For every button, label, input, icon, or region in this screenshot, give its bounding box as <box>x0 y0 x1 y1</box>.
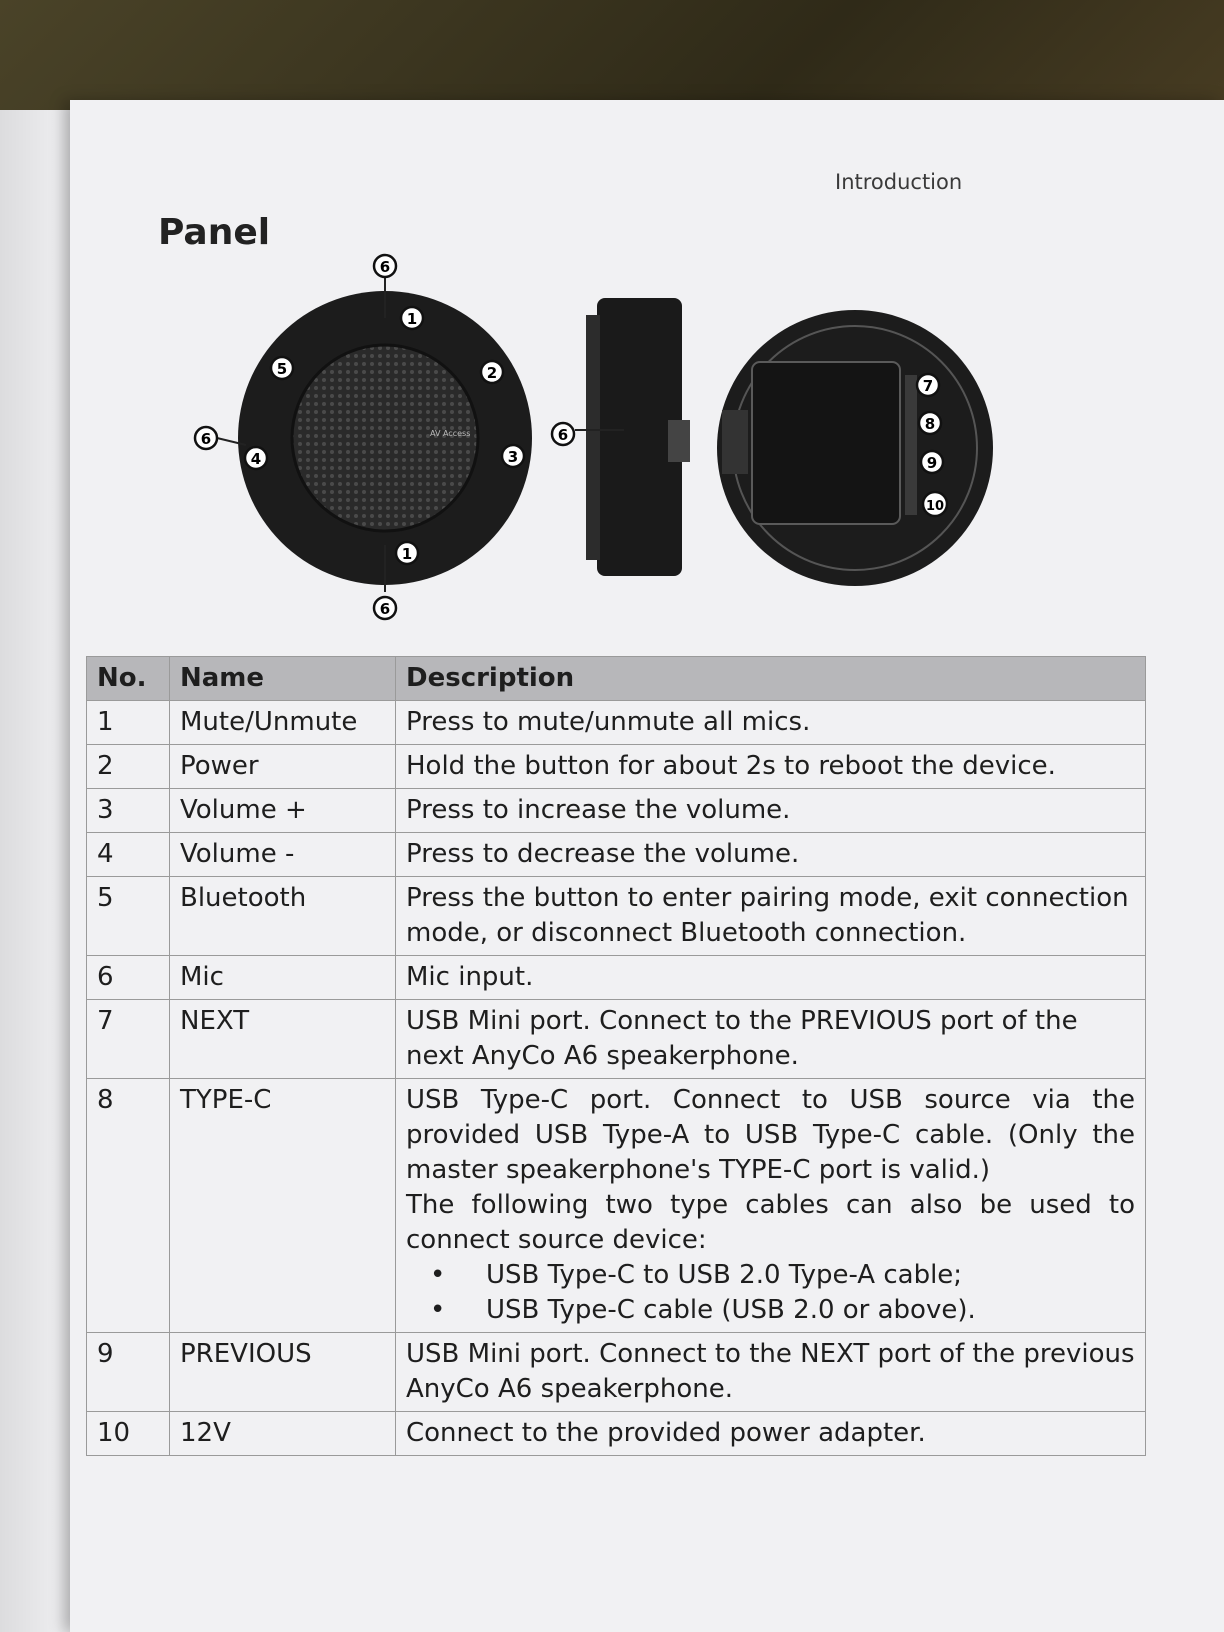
svg-text:6: 6 <box>379 258 391 276</box>
row-name: TYPE-C <box>170 1079 396 1333</box>
callout-10 <box>923 492 947 516</box>
table-row <box>87 1333 1146 1412</box>
callout-9 <box>921 451 943 473</box>
row-description: USB Mini port. Connect to the PREVIOUS port of the next AnyCo A6 speakerphone. <box>396 1000 1146 1079</box>
header-name: Name <box>170 657 396 701</box>
list-item: • USB Type-C to USB 2.0 Type-A cable; <box>430 1258 1135 1293</box>
panel-title: Panel <box>158 212 271 253</box>
svg-text:1: 1 <box>401 545 413 563</box>
row-description: USB Mini port. Connect to the NEXT port of the previous AnyCo A6 speakerphone. <box>396 1333 1146 1412</box>
callout-7 <box>917 374 939 396</box>
header-description: Description <box>396 657 1146 701</box>
row-no: 7 <box>87 1000 170 1079</box>
row-description: Hold the button for about 2s to reboot the device. <box>396 745 1146 789</box>
table-row <box>87 956 1146 1000</box>
table-row <box>87 877 1146 956</box>
row-name: PREVIOUS <box>170 1333 396 1412</box>
callout-3 <box>502 445 524 467</box>
callout-8 <box>919 412 941 434</box>
table-row <box>87 745 1146 789</box>
svg-text:6: 6 <box>379 600 391 618</box>
typec-description-note: The following two type cables can also be used to connect source device: <box>406 1190 1135 1255</box>
svg-text:7: 7 <box>922 377 934 395</box>
row-name: Mute/Unmute <box>170 701 396 745</box>
callout-6-side <box>552 423 574 445</box>
row-name: 12V <box>170 1412 396 1456</box>
table-row <box>87 833 1146 877</box>
table-row <box>87 789 1146 833</box>
section-header: Introduction <box>835 170 963 194</box>
header-no: No. <box>87 657 170 701</box>
table-row <box>87 701 1146 745</box>
speaker-bottom-view <box>717 310 993 586</box>
callout-1-bottom <box>396 542 418 564</box>
row-description: Mic input. <box>396 956 1146 1000</box>
list-item: • USB Type-C cable (USB 2.0 or above). <box>430 1293 1135 1328</box>
row-no: 5 <box>87 877 170 956</box>
typec-cable-list <box>406 1258 1135 1328</box>
panel-spec-table <box>86 656 1146 1456</box>
row-no: 1 <box>87 701 170 745</box>
row-no: 3 <box>87 789 170 833</box>
callout-6-bottom <box>374 597 396 619</box>
svg-text:5: 5 <box>276 360 288 378</box>
svg-text:6: 6 <box>200 430 212 448</box>
speaker-top-view <box>217 270 532 592</box>
row-name: Bluetooth <box>170 877 396 956</box>
table-row <box>87 1000 1146 1079</box>
row-no: 10 <box>87 1412 170 1456</box>
row-name: Power <box>170 745 396 789</box>
svg-text:8: 8 <box>924 415 936 433</box>
row-description: Press the button to enter pairing mode, exit connection mode, or disconnect Bluetooth connection. <box>396 877 1146 956</box>
callout-5 <box>271 357 293 379</box>
speaker-side-view <box>575 298 690 576</box>
callout-6-top <box>374 255 396 277</box>
row-name: Volume - <box>170 833 396 877</box>
table-row <box>87 1079 1146 1333</box>
row-no: 6 <box>87 956 170 1000</box>
callout-2 <box>481 361 503 383</box>
row-no: 2 <box>87 745 170 789</box>
callout-6-left <box>195 427 217 449</box>
svg-text:4: 4 <box>250 450 262 468</box>
device-diagram <box>0 0 1224 660</box>
row-name: NEXT <box>170 1000 396 1079</box>
row-description: Press to increase the volume. <box>396 789 1146 833</box>
callout-4 <box>245 447 267 469</box>
svg-text:6: 6 <box>557 426 569 444</box>
svg-text:2: 2 <box>486 364 498 382</box>
row-description: Connect to the provided power adapter. <box>396 1412 1146 1456</box>
svg-text:9: 9 <box>926 454 938 472</box>
table-row <box>87 1412 1146 1456</box>
svg-text:1: 1 <box>406 310 418 328</box>
row-description <box>396 1079 1146 1333</box>
row-description: Press to mute/unmute all mics. <box>396 701 1146 745</box>
svg-text:10: 10 <box>925 499 945 514</box>
typec-description: USB Type-C port. Connect to USB source via the provided USB Type-A to USB Type-C cable. (Only the master speakerphone's TYPE-C port is valid.) <box>406 1085 1135 1185</box>
brand-label: AV Access <box>430 429 471 438</box>
callout-1-top <box>401 307 423 329</box>
svg-text:3: 3 <box>507 448 519 466</box>
row-name: Mic <box>170 956 396 1000</box>
row-name: Volume + <box>170 789 396 833</box>
row-no: 9 <box>87 1333 170 1412</box>
table-header-row <box>87 657 1146 701</box>
row-no: 8 <box>87 1079 170 1333</box>
row-no: 4 <box>87 833 170 877</box>
row-description: Press to decrease the volume. <box>396 833 1146 877</box>
